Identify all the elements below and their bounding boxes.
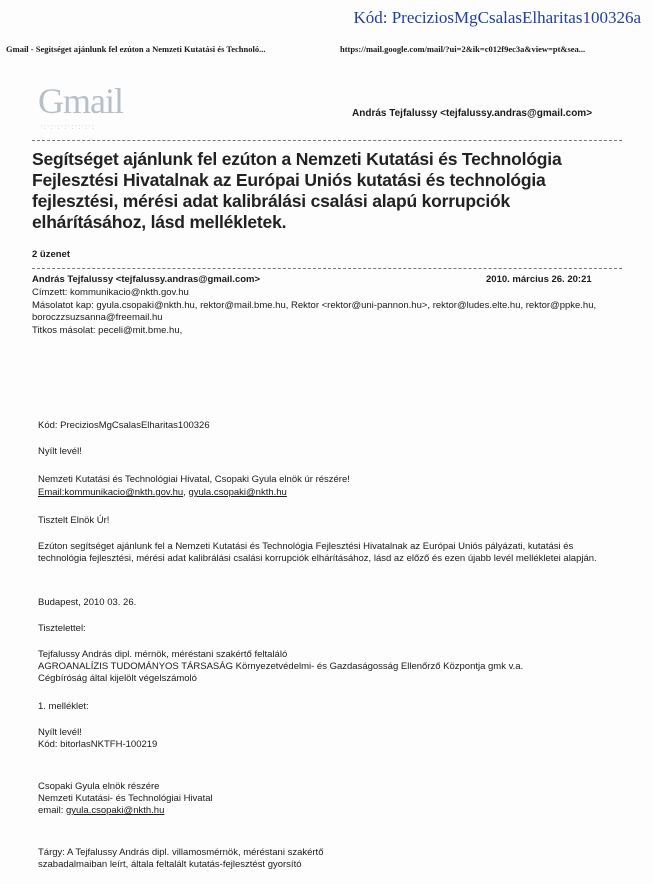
cc-recipients: Másolatot kap: gyula.csopaki@nkth.hu, rektor@mail.bme.hu, Rektor <rektor@uni-pannon.hu>, rektor@ludes.elte.hu, rektor@ppke.hu, boroczzsuzsanna@freemail.hu [32, 300, 597, 323]
letter-subject-line-2: szabadalmaiban leírt, általa feltalált kutatás-fejlesztést gyorsító [38, 859, 302, 870]
email-link-csopaki[interactable]: gyula.csopaki@nkth.hu [188, 487, 287, 498]
attachment-code: Kód: bitorlasNKTFH-100219 [38, 739, 158, 750]
sent-date: 2010. március 26. 20:21 [486, 274, 592, 285]
body-greeting: Tisztelt Elnök Úr! [38, 515, 110, 526]
recipient-email-link[interactable]: gyula.csopaki@nkth.hu [65, 805, 165, 816]
gmail-logo-text: Gmail [38, 81, 123, 121]
recipient-email-line [38, 805, 164, 817]
print-page-url: https://mail.google.com/mail/?ui=2&ik=c012f9ec3a&view=pt&sea... [340, 44, 586, 54]
sender: András Tejfalussy <tejfalussy.andras@gmail.com> [32, 274, 261, 285]
email-subject: Segítséget ajánlunk fel ezúton a Nemzeti Kutatási és Technológia Fejlesztési Hivatalnak az Európai Uniós kutatási és technológia fejlesztési, mérési adat kalibrálási csalási alapú korrupciók elhárításához, lásd mellékletek. [32, 149, 562, 232]
signature-line-2: AGROANALÍZIS TUDOMÁNYOS TÁRSASÁG Környezetvédelmi- és Gazdaságosság Ellenőrző Központja gmk v.a. [38, 661, 524, 672]
body-intro: Ezúton segítséget ajánlunk fel a Nemzeti Kutatási és Technológia Fejlesztési Hivatalnak az Európai Uniós pályázati, kutatási és technológia fejlesztési, mérési adat kalibrálási csalási korrupciók elhárításához, lásd az előző és ezen újabb levél mellékletei alapján. [38, 541, 597, 564]
divider [32, 140, 622, 141]
body-code: Kód: PreciziosMgCsalasElharitas100326 [38, 420, 210, 431]
print-page-title: Gmail - Segítséget ajánlunk fel ezúton a Nemzeti Kutatási és Technoló... [6, 44, 266, 54]
account-name: András Tejfalussy <tejfalussy.andras@gmail.com> [352, 108, 593, 119]
signature-line-3: Cégbíróság által kijelölt végelszámoló [38, 673, 197, 684]
document-code: Kód: PreciziosMgCsalasElharitas100326a [353, 8, 641, 27]
divider [32, 268, 622, 269]
attachment-label: 1. melléklet: [38, 701, 89, 712]
gmail-logo-tagline: ·:·:·:·:·:·:·:·: [40, 122, 96, 131]
email-label: Email: [38, 487, 65, 498]
recipient: Címzett: kommunikacio@nkth.gov.hu [32, 287, 189, 298]
bcc-recipients: Titkos másolat: peceli@mit.bme.hu, [32, 325, 183, 336]
email-link-kommunikacio[interactable]: kommunikacio@nkth.gov.hu [64, 487, 184, 498]
message-count: 2 üzenet [32, 249, 71, 260]
body-addressee: Nemzeti Kutatási és Technológiai Hivatal, Csopaki Gyula elnök úr részére! [38, 474, 350, 485]
gmail-logo [38, 80, 123, 131]
letter-subject-line-1: Tárgy: A Tejfalussy András dipl. villamosmérnök, méréstani szakértő [38, 847, 324, 858]
body-regards: Tisztelettel: [38, 623, 86, 634]
recipient-name: Csopaki Gyula elnök részére [38, 781, 160, 792]
body-place-date: Budapest, 2010 03. 26. [38, 597, 137, 608]
body-open-letter: Nyílt levél! [38, 446, 82, 457]
attachment-open-letter: Nyílt levél! [38, 727, 82, 738]
email-separator: , [183, 487, 189, 498]
signature-line-1: Tejfalussy András dipl. mérnök, méréstani szakértő feltaláló [38, 649, 288, 660]
recipient-office: Nemzeti Kutatási- és Technológiai Hivatal [38, 793, 213, 804]
recipient-email-label: email: [38, 805, 66, 816]
body-email-line [38, 487, 287, 499]
